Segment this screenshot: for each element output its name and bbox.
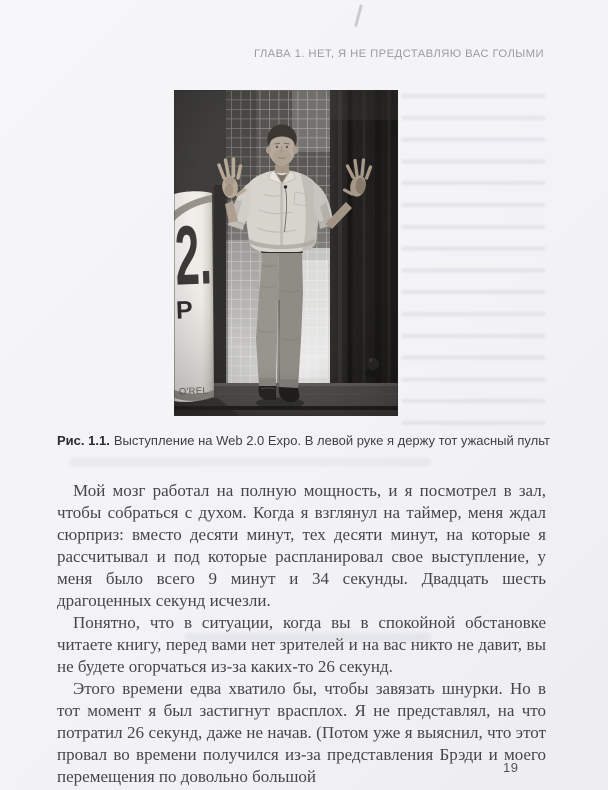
page-number: 19 xyxy=(503,760,519,775)
figure-caption-label: Рис. 1.1. xyxy=(57,433,110,448)
bleed-through-texture xyxy=(70,458,430,466)
bleed-through-texture xyxy=(402,94,545,432)
paragraph-2: Понятно, что в ситуации, когда вы в спокойной обстановке читаете книгу, перед вами нет зрителей и на вас никто не давит, вы не будете огорчаться из-за каких-то 26 секунд. xyxy=(57,613,546,676)
paragraph-3: Этого времени едва хватило бы, чтобы завязать шнурки. Но в тот момент я был застигнут врасплох. Я не представлял, на что потратил 26 секунд, даже не начав. (Потом уже я выяснил, что этот провал во времени получился из-за представления Брэди и моего перемещения по довольно большой xyxy=(57,679,546,786)
running-header: ГЛАВА 1. НЕТ, Я НЕ ПРЕДСТАВЛЯЮ ВАС ГОЛЫМИ xyxy=(253,48,544,60)
paragraph-1: Мой мозг работал на полную мощность, и я посмотрел в зал, чтобы собраться с духом. Когда я взглянул на таймер, меня ждал сюрприз: вместо десяти минут, тех десяти минут, на которые я рассчитывал и под которые распланировал свое выступление, у меня было всего 9 минут и 34 секунды. Двадцать шесть драгоценных секунд исчезли. xyxy=(57,481,546,610)
scan-scratch-mark xyxy=(354,4,362,27)
photo-grain xyxy=(174,90,398,416)
figure-caption xyxy=(57,432,549,449)
figure-caption-text: Выступление на Web 2.0 Expo. В левой руке я держу тот ужасный пульт xyxy=(113,433,550,448)
stage-photo-figure xyxy=(174,90,398,416)
body-text xyxy=(57,480,546,788)
stage-photo xyxy=(174,90,398,416)
